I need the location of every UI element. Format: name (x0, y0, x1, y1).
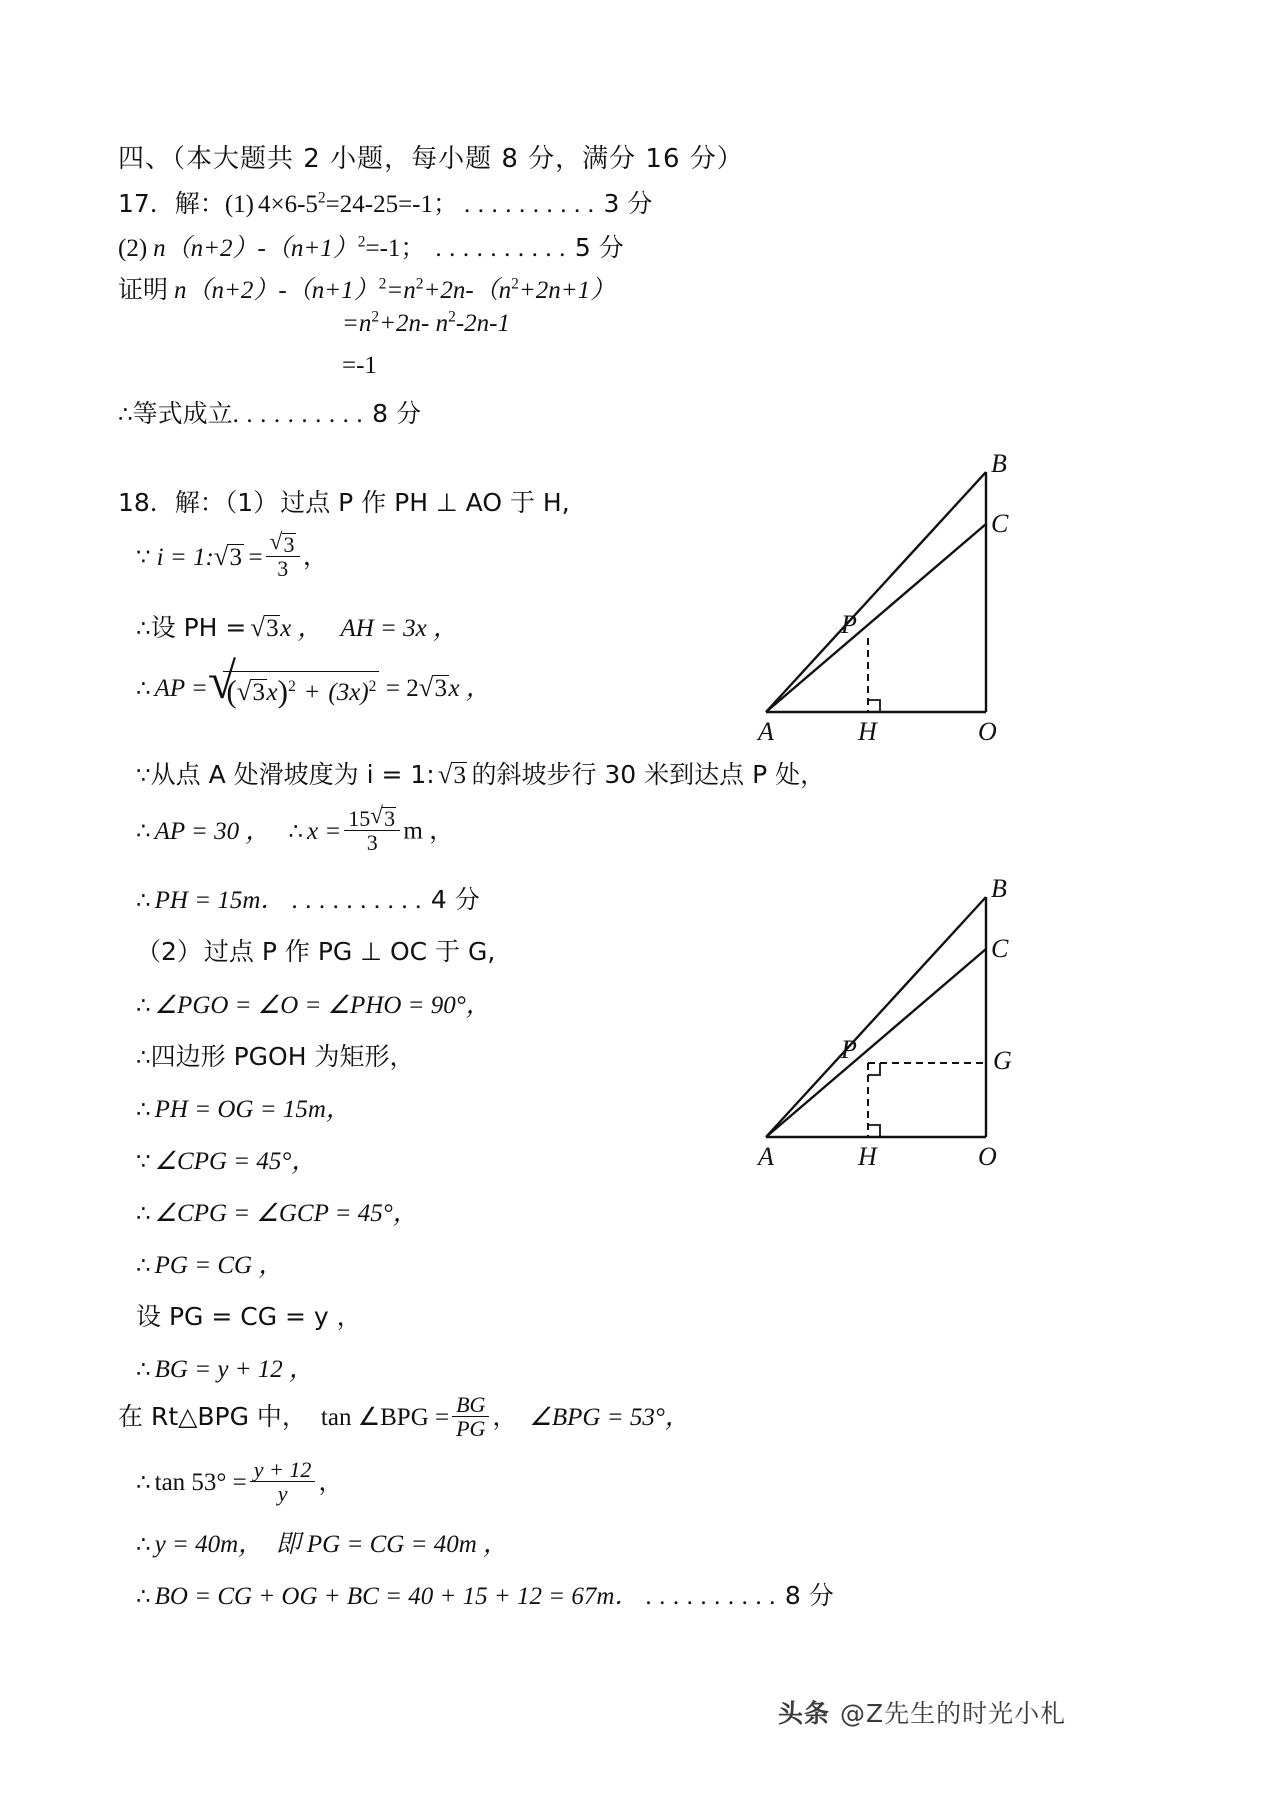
problem-17-proof-line-1 (118, 270, 615, 306)
slope-statement-a: 从点 A 处滑坡度为 i = 1: (150, 760, 435, 789)
proof-step2-sup2: 2 (448, 308, 456, 326)
proof-rhs-sup2: 2 (511, 275, 519, 293)
sqrt-3-icon-slope: √ 3 (438, 761, 468, 790)
proof-rhs-c: +2n+1） (518, 277, 616, 304)
problem-17-part1-expr-a: 4×6-5 (257, 191, 318, 218)
figure-2-label-B: B (991, 875, 1007, 903)
figure-1-label-B: B (991, 450, 1007, 478)
sqrt-3-icon-x: √ 3 (370, 806, 396, 830)
problem-17-part2-tag: (2) (118, 235, 148, 262)
proof-step2-b: +2n- n (379, 310, 449, 337)
x-eq: x = (307, 817, 342, 845)
sqrt-3-icon: √ 3 (214, 543, 244, 572)
problem-17-part1-expr-b: =24-25=-1； (325, 191, 459, 218)
problem-18-ph-result (136, 880, 480, 916)
problem-18-tan-bpg (118, 1392, 690, 1444)
problem-17-part1-tag: (1) (224, 191, 254, 218)
figure-2-label-O: O (978, 1142, 997, 1171)
problem-17-part2-expr: n（n+2）-（n+1） (153, 235, 358, 262)
problem-17-part2-sup: 2 (357, 233, 366, 251)
angles-90-text: ∠PGO = ∠O = ∠PHO = 90°， (154, 992, 491, 1019)
problem-18-line-1 (118, 483, 570, 519)
slope-statement-b: 的斜坡步行 30 米到达点 P 处， (471, 760, 826, 789)
figure-1-label-A: A (758, 717, 774, 746)
ap-30: AP = 30 ， (154, 817, 271, 845)
because-icon-2: ∵ (136, 763, 151, 789)
rt-triangle-text: 在 Rt△BPG 中， (118, 1402, 307, 1432)
problem-17-label: 17．解： (118, 189, 225, 218)
problem-18-bo-final (136, 1576, 834, 1612)
problem-17-part1-dots: .......... (464, 191, 602, 218)
y12-num: y + 12 (253, 1457, 312, 1482)
bg-y12-text: BG = y + 12 ， (154, 1356, 315, 1383)
i-ratio-lhs: i = 1: (156, 543, 214, 571)
bo-final-score: 8 分 (784, 1581, 834, 1610)
therefore-icon-4: ∴ (136, 818, 151, 845)
ap-lhs: AP = (154, 675, 208, 702)
problem-17-line-1 (118, 184, 652, 220)
figure-1-label-C: C (991, 509, 1009, 538)
ph-og-text: PH = OG = 15m， (154, 1096, 351, 1123)
therefore-icon-5: ∴ (288, 818, 303, 845)
part2-line-1-text: 过点 P 作 PG ⊥ OC 于 G, (203, 937, 496, 966)
x-frac-den: 3 (344, 830, 400, 856)
problem-18-x-value (136, 805, 455, 858)
problem-17-proof-line-3: =-1 (342, 352, 377, 379)
therefore-icon-3: ∴ (136, 676, 151, 702)
x-fraction (344, 806, 400, 856)
problem-17-conclusion (118, 394, 421, 430)
therefore-icon-8: ∴ (136, 1045, 151, 1071)
therefore-icon-13: ∴ (136, 1470, 151, 1497)
problem-18-rectangle (136, 1037, 414, 1073)
problem-18-slope-statement (136, 755, 825, 791)
therefore-icon-2: ∴ (136, 616, 151, 642)
sqrt-3-icon-ap: √ 3 (237, 678, 267, 707)
problem-18-cpg-45 (136, 1141, 316, 1177)
therefore-icon: ∴ (118, 402, 133, 428)
ph-result-score: 4 分 (430, 885, 480, 914)
sqrt3-over-3-fraction (266, 532, 300, 582)
problem-17-line-2 (118, 228, 624, 264)
conclusion-score: 8 分 (372, 399, 422, 428)
figure-2-label-P: P (841, 1035, 857, 1064)
because-icon: ∵ (136, 544, 151, 571)
problem-18-ph-og (136, 1089, 351, 1125)
proof-lhs: n（n+2）-（n+1） (174, 277, 379, 304)
figure-2-label-H: H (858, 1142, 877, 1171)
big-radical-icon: √ ( √ $3x)^2 + (3x)^2$ (208, 671, 379, 710)
fraction-denominator: 3 (266, 556, 300, 582)
problem-18-label: 18．解：（1） (118, 488, 279, 517)
figure-1-slope-diagram (740, 450, 1040, 750)
figure-1-label-H: H (858, 717, 877, 746)
therefore-icon-14: ∴ (136, 1532, 151, 1558)
problem-18-angles-90 (136, 985, 491, 1021)
cpg-gcp-text: ∠CPG = ∠GCP = 45°， (154, 1200, 418, 1227)
rectangle-text: 四边形 PGOH 为矩形， (150, 1042, 415, 1071)
sqrt-3-icon-num: √ 3 (270, 532, 296, 556)
proof-rhs-sup: 2 (415, 275, 424, 293)
problem-18-line-1-text: 过点 P 作 PH ⊥ AO 于 H, (280, 488, 570, 517)
therefore-icon-12: ∴ (136, 1357, 151, 1383)
set-ph-a: 设 PH = (150, 613, 247, 642)
proof-rhs-b: +2n-（n (423, 277, 512, 304)
therefore-icon-10: ∴ (136, 1201, 151, 1227)
set-y-text: 设 PG = CG = y ， (136, 1302, 362, 1331)
sqrt-3-icon-ph: √ 3 (250, 614, 280, 643)
ap-sup2: 2 (368, 677, 377, 695)
bg-over-pg-fraction (452, 1393, 489, 1442)
ph-result: PH = 15m． (154, 887, 286, 914)
problem-18-cpg-gcp (136, 1193, 418, 1229)
bpg-53-text: ∠BPG = 53°， (529, 1404, 690, 1432)
therefore-icon-15: ∴ (136, 1584, 151, 1610)
i-ratio-eq: = (248, 543, 263, 571)
proof-rhs: =n (386, 277, 416, 304)
therefore-icon-7: ∴ (136, 993, 151, 1019)
ap-r1b: x (266, 678, 278, 706)
part2-tag: （2） (136, 937, 202, 966)
watermark (778, 1694, 1066, 1730)
set-ah: AH = 3x ， (340, 615, 459, 642)
pg-cg-text: PG = CG ， (154, 1252, 284, 1279)
ap-eq: = 2 (385, 675, 419, 702)
problem-18-bg-y12 (136, 1349, 314, 1385)
proof-step2-a: =n (342, 310, 372, 337)
pg-den: PG (452, 1416, 489, 1442)
section-heading: 四、（本大题共 2 小题，每小题 8 分，满分 16 分） (118, 144, 744, 174)
cpg-45-text: ∠CPG = 45°， (154, 1148, 317, 1175)
problem-17-part1-score: 3 分 (603, 189, 653, 218)
figure-2-label-C: C (991, 934, 1009, 963)
tan53-lhs: tan 53° = (154, 1469, 247, 1497)
conclusion-dots: .......... (232, 401, 371, 428)
tan-bpg-lhs: tan ∠BPG = (320, 1404, 450, 1432)
tan53-comma: ， (318, 1467, 344, 1497)
problem-18-part2-line-1 (136, 932, 495, 968)
figure-2-label-A: A (758, 1142, 774, 1171)
because-icon-3: ∵ (136, 1149, 151, 1175)
figure-2-slope-diagram (740, 875, 1040, 1175)
problem-17-part2-score: 5 分 (574, 233, 624, 262)
proof-lhs-sup: 2 (378, 275, 387, 293)
proof-label: 证明 (118, 275, 169, 304)
problem-18-set-ph (136, 608, 458, 644)
problem-18-tan53 (136, 1457, 344, 1509)
problem-18-pg-cg (136, 1245, 283, 1281)
y-den: y (250, 1481, 316, 1507)
watermark-author: @Z先生的时光小札 (840, 1699, 1067, 1728)
problem-17-part2-expr-b: =-1； (365, 235, 426, 262)
y12-over-y-fraction (250, 1458, 316, 1507)
therefore-icon-9: ∴ (136, 1097, 151, 1123)
therefore-icon-11: ∴ (136, 1253, 151, 1279)
problem-18-y-40 (136, 1524, 508, 1560)
problem-18-i-ratio (136, 531, 328, 584)
x-unit: m ， (403, 817, 455, 845)
problem-18-set-y (136, 1297, 362, 1333)
ap-r2: (3x) (328, 678, 369, 706)
problem-17-part2-dots: .......... (435, 235, 573, 262)
therefore-icon-6: ∴ (136, 888, 151, 914)
conclusion-text: 等式成立 (132, 399, 233, 428)
set-ph-b: x ， (280, 615, 323, 642)
ph-result-dots: .......... (291, 887, 429, 914)
bo-final-dots: .......... (645, 1583, 783, 1610)
toutiao-logo: 头条 (778, 1699, 831, 1728)
i-ratio-comma: ， (302, 541, 328, 571)
sqrt-3-icon-ap2: √ 3 (419, 674, 449, 703)
bo-final-text: BO = CG + OG + BC = 40 + 15 + 12 = 67m． (154, 1583, 640, 1610)
problem-17-proof-line-2 (342, 310, 510, 338)
proof-step2-c: -2n-1 (455, 310, 510, 337)
ap-plus: + (305, 678, 320, 706)
ap-r3b: x ， (448, 675, 491, 702)
problem-18-ap-formula (136, 668, 491, 710)
y-40-text: y = 40m， 即 PG = CG = 40m ， (154, 1531, 509, 1558)
figure-1-label-P: P (841, 610, 857, 639)
proof-step2-sup: 2 (371, 308, 380, 326)
figure-2-label-G: G (993, 1046, 1012, 1075)
figure-1-label-O: O (978, 717, 997, 746)
bg-num: BG (456, 1392, 486, 1417)
tan-bpg-comma: ， (492, 1402, 518, 1432)
problem-17-part1-sup: 2 (317, 189, 326, 207)
x-frac-num: 15 (348, 805, 371, 831)
ap-sup1: 2 (288, 677, 296, 695)
